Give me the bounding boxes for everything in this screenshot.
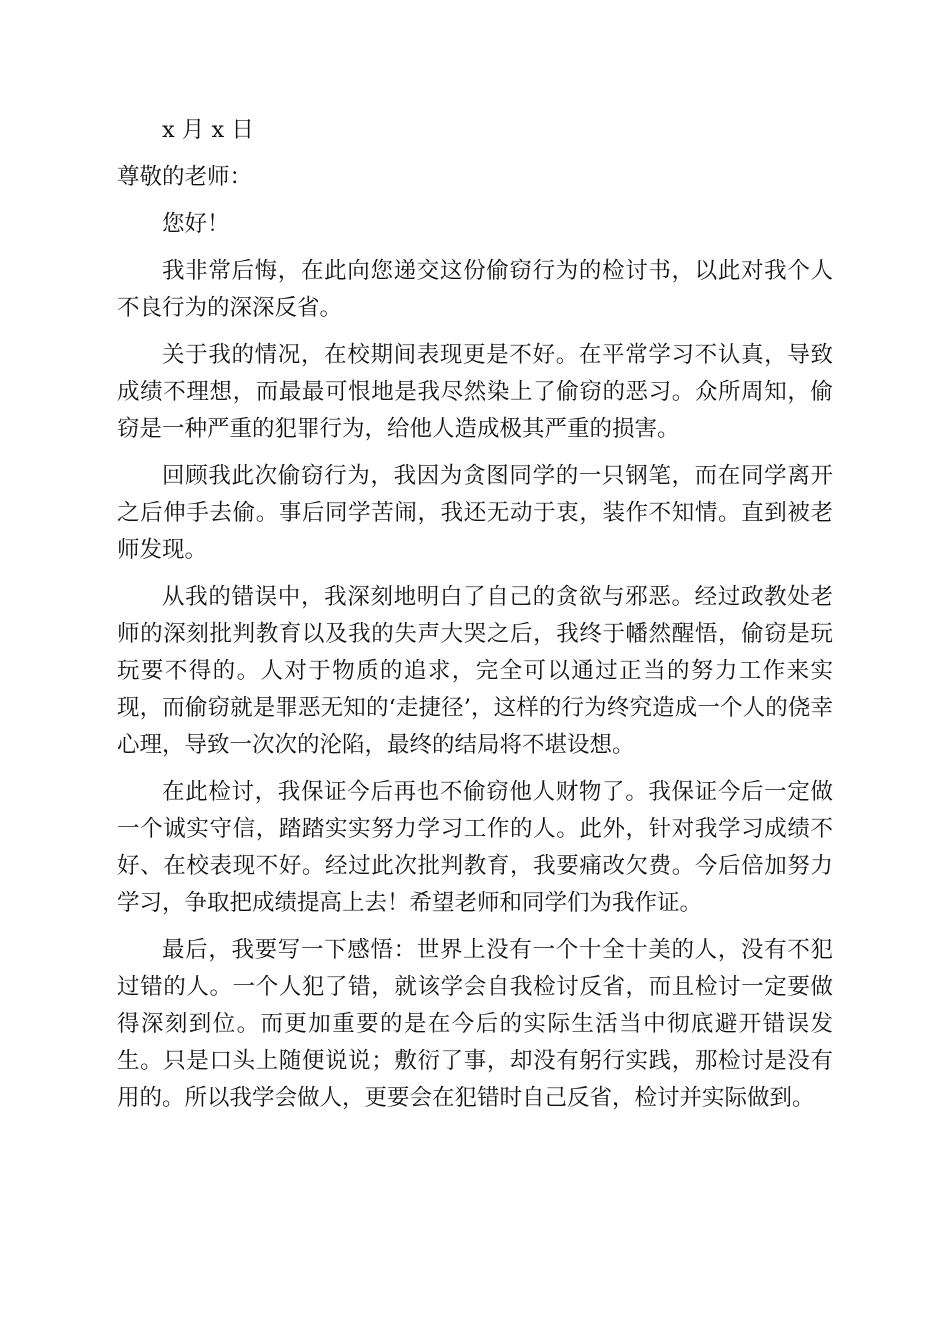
letter-salutation: 尊敬的老师： [117, 164, 253, 190]
letter-document [117, 112, 833, 1127]
paragraph-pledge: 在此检讨，我保证今后再也不偷窃他人财物了。我保证今后一定做一个诚实守信，踏踏实实努力学习工作的人。此外，针对我学习成绩不好、在校表现不好。经过此次批判教育，我要痛改欠费。今后倍加努力学习，争取把成绩提高上去！希望老师和同学们为我作证。 [117, 779, 833, 916]
letter-greeting: 您好！ [162, 211, 230, 237]
paragraph-conclusion: 最后，我要写一下感悟：世界上没有一个十全十美的人，没有不犯过错的人。一个人犯了错，就该学会自我检讨反省，而且检讨一定要做得深刻到位。而更加重要的是在今后的实际生活当中彻底避开错误发生。只是口头上随便说说；敷衍了事，却没有躬行实践，那检讨是没有用的。所以我学会做人，更要会在犯错时自己反省，检讨并实际做到。 [117, 937, 833, 1111]
paragraph-reflection: 从我的错误中，我深刻地明白了自己的贪欲与邪恶。经过政教处老师的深刻批判教育以及我的失声大哭之后，我终于幡然醒悟，偷窃是玩玩要不得的。人对于物质的追求，完全可以通过正当的努力工作来实现，而偷窃就是罪恶无知的‘走捷径’，这样的行为终究造成一个人的侥幸心理，导致一次次的沦陷，最终的结局将不堪设想。 [117, 584, 833, 758]
letter-date: x 月 x 日 [162, 117, 254, 143]
paragraph-incident: 回顾我此次偷窃行为，我因为贪图同学的一只钢笔，而在同学离开之后伸手去偷。事后同学苦闹，我还无动于衷，装作不知情。直到被老师发现。 [117, 463, 833, 563]
paragraph-situation: 关于我的情况，在校期间表现更是不好。在平常学习不认真，导致成绩不理想，而最最可恨地是我尽然染上了偷窃的恶习。众所周知，偷窃是一种严重的犯罪行为，给他人造成极其严重的损害。 [117, 342, 833, 442]
paragraph-regret: 我非常后悔，在此向您递交这份偷窃行为的检讨书，以此对我个人不良行为的深深反省。 [117, 258, 833, 321]
